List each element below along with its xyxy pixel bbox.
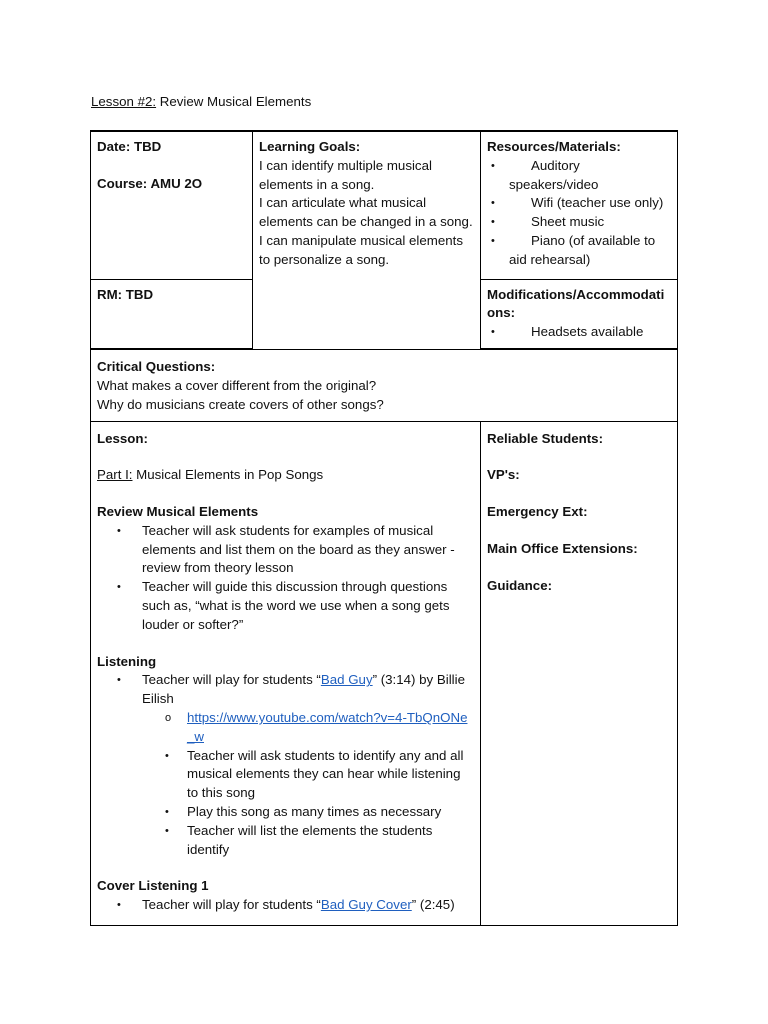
main-office-label: Main Office Extensions: [487, 540, 638, 556]
youtube-link[interactable]: https://www.youtube.com/watch?v=4-TbQnONe_w [187, 710, 468, 744]
list-item: • Teacher will list the elements the students identify [165, 822, 433, 857]
bullet-icon: • [165, 749, 169, 762]
lesson-cell [91, 421, 481, 925]
bullet-icon: • [165, 806, 169, 819]
modifications-heading: Modifications/Accommodations: [487, 286, 665, 321]
rm-cell [91, 279, 253, 349]
list-item: • Teacher will play for students “Bad Guy” (3:14) by Billie Eilish [117, 672, 465, 707]
critical-question: Why do musicians create covers of other songs? [97, 396, 384, 412]
bullet-icon: • [491, 197, 495, 210]
rm-label: RM: TBD [97, 286, 154, 302]
resources-cell [481, 131, 678, 279]
part-1-title: Part I: Musical Elements in Pop Songs [97, 467, 324, 483]
learning-goals-cell [253, 131, 481, 349]
date-course-cell [91, 131, 253, 279]
bullet-icon: • [117, 899, 121, 912]
lesson-number: Lesson #2: [91, 94, 157, 109]
emergency-ext-label: Emergency Ext: [487, 504, 588, 520]
lesson-heading: Lesson: [97, 430, 148, 446]
reliable-students-label: Reliable Students: [487, 430, 603, 446]
guidance-label: Guidance: [487, 577, 553, 593]
list-item: • Teacher will guide this discussion through questions such as, “what is the word we use when a song gets louder or softer?” [117, 579, 450, 632]
bullet-icon: • [117, 524, 121, 537]
bad-guy-cover-link[interactable]: Bad Guy Cover [320, 897, 412, 913]
resource-item: • Piano (of available to aid rehearsal) [491, 232, 656, 267]
modifications-cell [481, 279, 678, 349]
list-item: • Play this song as many times as necessary [97, 803, 474, 822]
contacts-cell [481, 421, 678, 925]
bullet-icon: • [491, 326, 495, 339]
learning-goals-heading: Learning Goals: [259, 139, 361, 154]
lesson-plan-table [90, 130, 678, 926]
vps-label: VP's: [487, 467, 520, 483]
cover-listening-heading: Cover Listening 1 [97, 878, 209, 894]
course-label: Course: AMU 2O [97, 175, 203, 191]
listening-heading: Listening [97, 653, 157, 669]
learning-goal: I can articulate what musical elements can be changed in a song. [259, 195, 473, 230]
date-label: Date: TBD [97, 139, 162, 154]
list-item: • Teacher will ask students to identify any and all musical elements they can hear while listening to this song [165, 747, 464, 801]
circle-bullet-icon: o [165, 712, 172, 725]
bad-guy-link[interactable]: Bad Guy [320, 672, 373, 688]
learning-goal: I can manipulate musical elements to personalize a song. [259, 232, 463, 267]
critical-questions-cell [91, 349, 678, 421]
list-item [97, 709, 474, 747]
bullet-icon: • [117, 674, 121, 687]
bullet-icon: • [491, 234, 495, 247]
resources-heading: Resources/Materials: [487, 139, 621, 154]
bullet-icon: • [491, 216, 495, 229]
review-heading: Review Musical Elements [97, 504, 259, 520]
bullet-icon: • [491, 159, 495, 172]
critical-questions-heading: Critical Questions: [97, 359, 216, 374]
resource-item: • Sheet music [487, 213, 671, 232]
lesson-name: Review Musical Elements [156, 94, 312, 109]
critical-question: What makes a cover different from the original? [97, 377, 377, 393]
list-item: • Teacher will ask students for examples of musical elements and list them on the board as they answer - review from theory lesson [117, 522, 455, 576]
resource-item: • Auditory speakers/video [491, 157, 599, 192]
lesson-title [91, 93, 311, 112]
learning-goal: I can identify multiple musical elements in a song. [259, 157, 432, 192]
list-item: • Teacher will play for students “Bad Guy Cover” (2:45) [97, 896, 474, 915]
modification-item: • Headsets available [487, 323, 671, 342]
resource-item: • Wifi (teacher use only) [487, 194, 671, 213]
bullet-icon: • [117, 581, 121, 594]
bullet-icon: • [165, 824, 169, 837]
